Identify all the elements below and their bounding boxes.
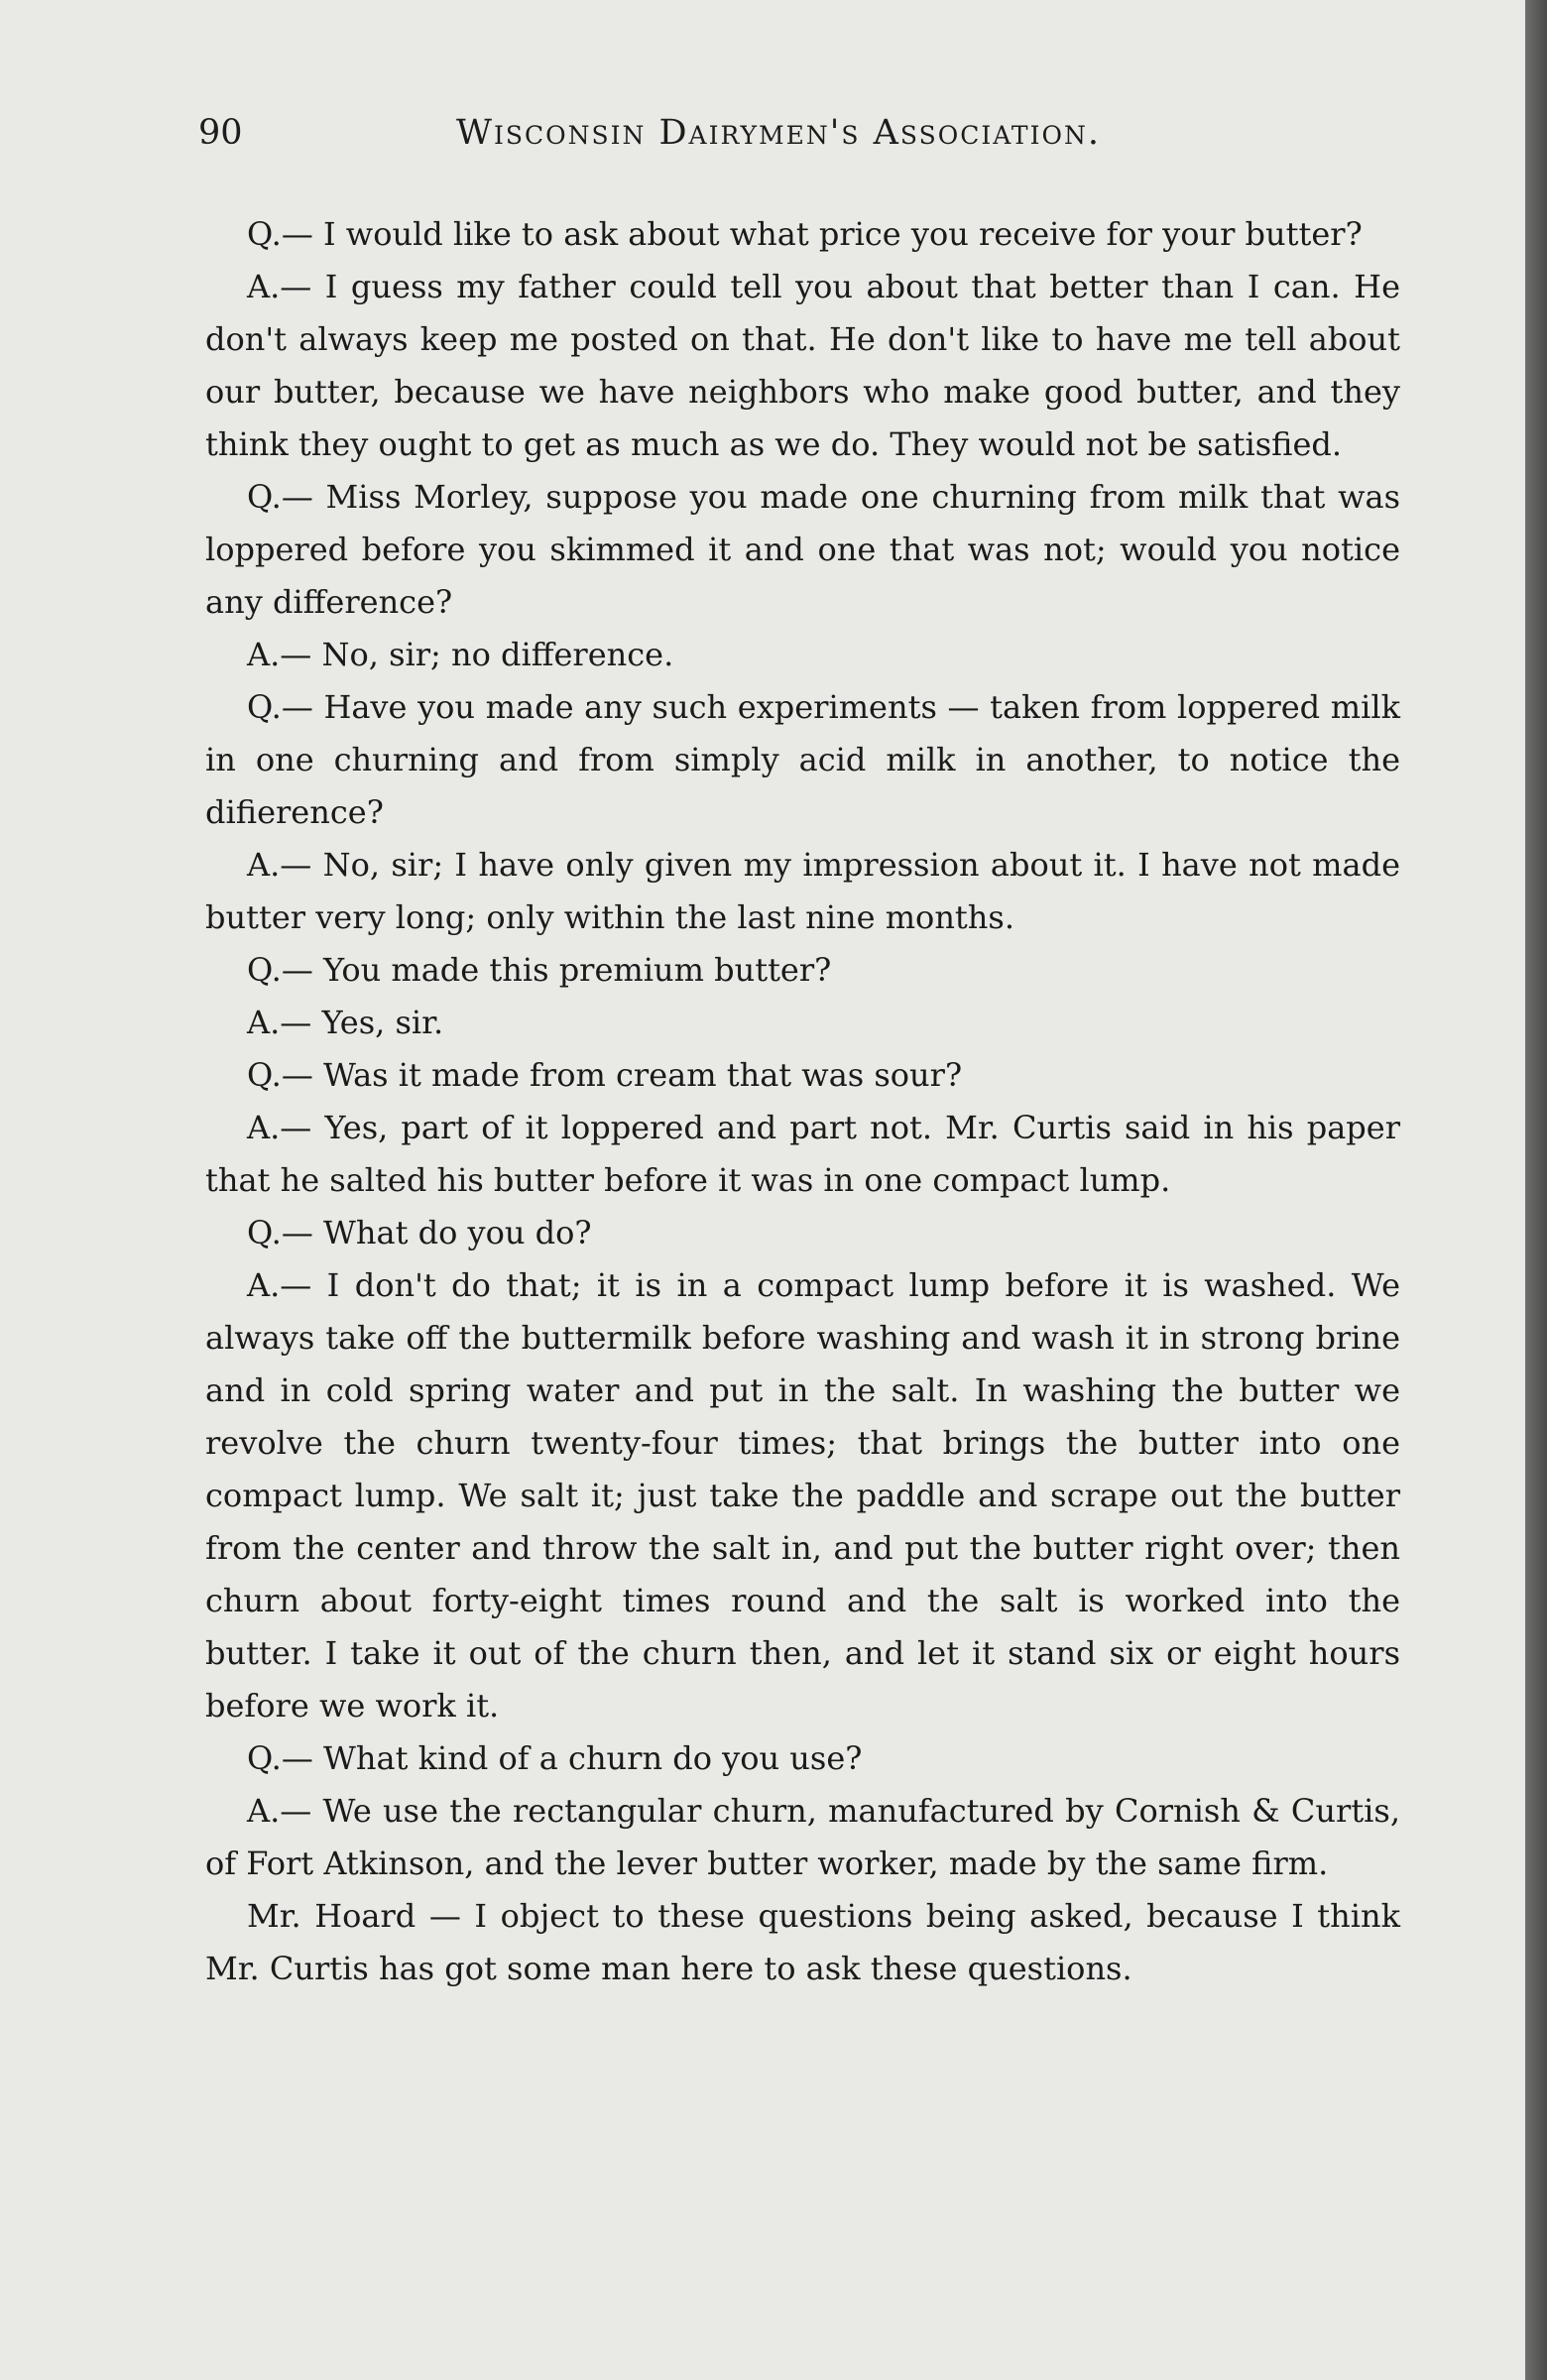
paragraph: Q.— Miss Morley, suppose you made one churning from milk that was loppered before you skimmed it and one that was not; would you notice any difference? xyxy=(205,478,1400,621)
page-edge xyxy=(1525,0,1547,2380)
paragraph: A.— I don't do that; it is in a compact lump before it is washed. We always take off the buttermilk before washing and wash it in strong brine and in cold spring water and put in the salt. In washing the butter we revolve the churn twenty-four times; that brings the butter into one compact lump. We salt it; just take the paddle and scrape out the butter from the center and throw the salt in, and put the butter right over; then churn about forty-eight times round and the salt is worked into the butter. I take it out of the churn then, and let it stand six or eight hours before we work it. xyxy=(205,1266,1400,1725)
paragraph: A.— We use the rectangular churn, manufactured by Cornish & Curtis, of Fort Atkinson, and the lever butter worker, made by the same firm. xyxy=(205,1792,1400,1882)
paragraph: A.— No, sir; no difference. xyxy=(247,636,674,673)
paragraph: Q.— What do you do? xyxy=(247,1214,592,1251)
running-head: Wisconsin Dairymen's Association. xyxy=(456,113,1101,153)
page-header xyxy=(198,107,1388,159)
page-number: 90 xyxy=(198,113,243,153)
paragraph: A.— Yes, part of it loppered and part not. Mr. Curtis said in his paper that he salted his butter before it was in one compact lump. xyxy=(205,1109,1400,1199)
paragraph: Q.— I would like to ask about what price you receive for your butter? xyxy=(247,215,1363,253)
paragraph: A.— No, sir; I have only given my impression about it. I have not made butter very long; only within the last nine months. xyxy=(205,846,1400,936)
body-text xyxy=(205,208,1400,1995)
paragraph: A.— I guess my father could tell you about that better than I can. He don't always keep me posted on that. He don't like to have me tell about our butter, because we have neighbors who make good butter, and they think they ought to get as much as we do. They would not be satisfied. xyxy=(205,268,1400,463)
paragraph: Mr. Hoard — I object to these questions being asked, because I think Mr. Curtis has got some man here to ask these questions. xyxy=(205,1897,1400,1987)
paragraph: Q.— What kind of a churn do you use? xyxy=(247,1739,863,1777)
paragraph: A.— Yes, sir. xyxy=(247,1004,444,1041)
paragraph: Q.— You made this premium butter? xyxy=(247,951,832,989)
paragraph: Q.— Was it made from cream that was sour? xyxy=(247,1056,963,1094)
paragraph: Q.— Have you made any such experiments — taken from loppered milk in one churning and from simply acid milk in another, to notice the difierence? xyxy=(205,688,1400,831)
